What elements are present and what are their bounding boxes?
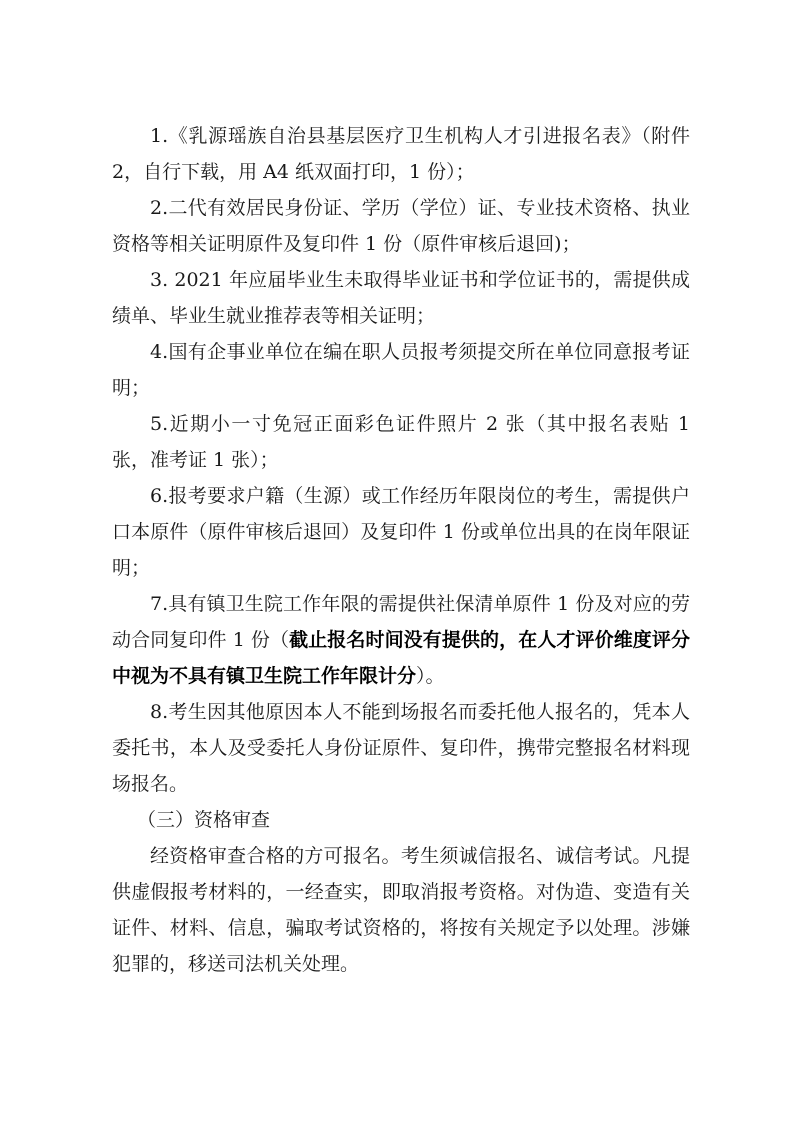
section-body: 经资格审查合格的方可报名。考生须诚信报名、诚信考试。凡提供虚假报考材料的，一经查实，即取消报考资格。对伪造、变造有关证件、材料、信息，骗取考试资格的，将按有关规定予以处理。涉嫌犯罪的，移送司法机关处理。 — [112, 845, 690, 975]
document-body — [112, 118, 690, 982]
list-item-8: 8.考生因其他原因本人不能到场报名而委托他人报名的，凭本人委托书，本人及受委托人身份证原件、复印件，携带完整报名材料现场报名。 — [112, 701, 690, 795]
list-item-1: 1.《乳源瑶族自治县基层医疗卫生机构人才引进报名表》（附件 2，自行下载，用 A4 纸双面打印，1 份）； — [112, 125, 690, 183]
section-heading: （三）资格审查 — [137, 809, 271, 831]
list-item-3: 3. 2021 年应届毕业生未取得毕业证书和学位证书的，需提供成绩单、毕业生就业推荐表等相关证明； — [112, 269, 690, 327]
list-item-5: 5.近期小一寸免冠正面彩色证件照片 2 张（其中报名表贴 1 张，准考证 1 张）； — [112, 413, 690, 471]
list-item-6: 6.报考要求户籍（生源）或工作经历年限岗位的考生，需提供户口本原件（原件审核后退回）及复印件 1 份或单位出具的在岗年限证明； — [112, 485, 690, 579]
list-item-7-bold-note: 截止报名时间没有提供的，在人才评价维度评分中视为不具有镇卫生院工作年限计分 — [112, 629, 690, 687]
list-item-2: 2.二代有效居民身份证、学历（学位）证、专业技术资格、执业资格等相关证明原件及复印件 1 份（原件审核后退回)； — [112, 197, 690, 255]
list-item-7 — [112, 586, 690, 694]
list-item-7-text: 7.具有镇卫生院工作年限的需提供社保清单原件 1 份及对应的劳动合同复印件 1 份（ — [112, 593, 690, 651]
list-item-4: 4.国有企事业单位在编在职人员报考须提交所在单位同意报考证明； — [112, 341, 690, 399]
list-item-7-closing: ）。 — [416, 665, 445, 687]
